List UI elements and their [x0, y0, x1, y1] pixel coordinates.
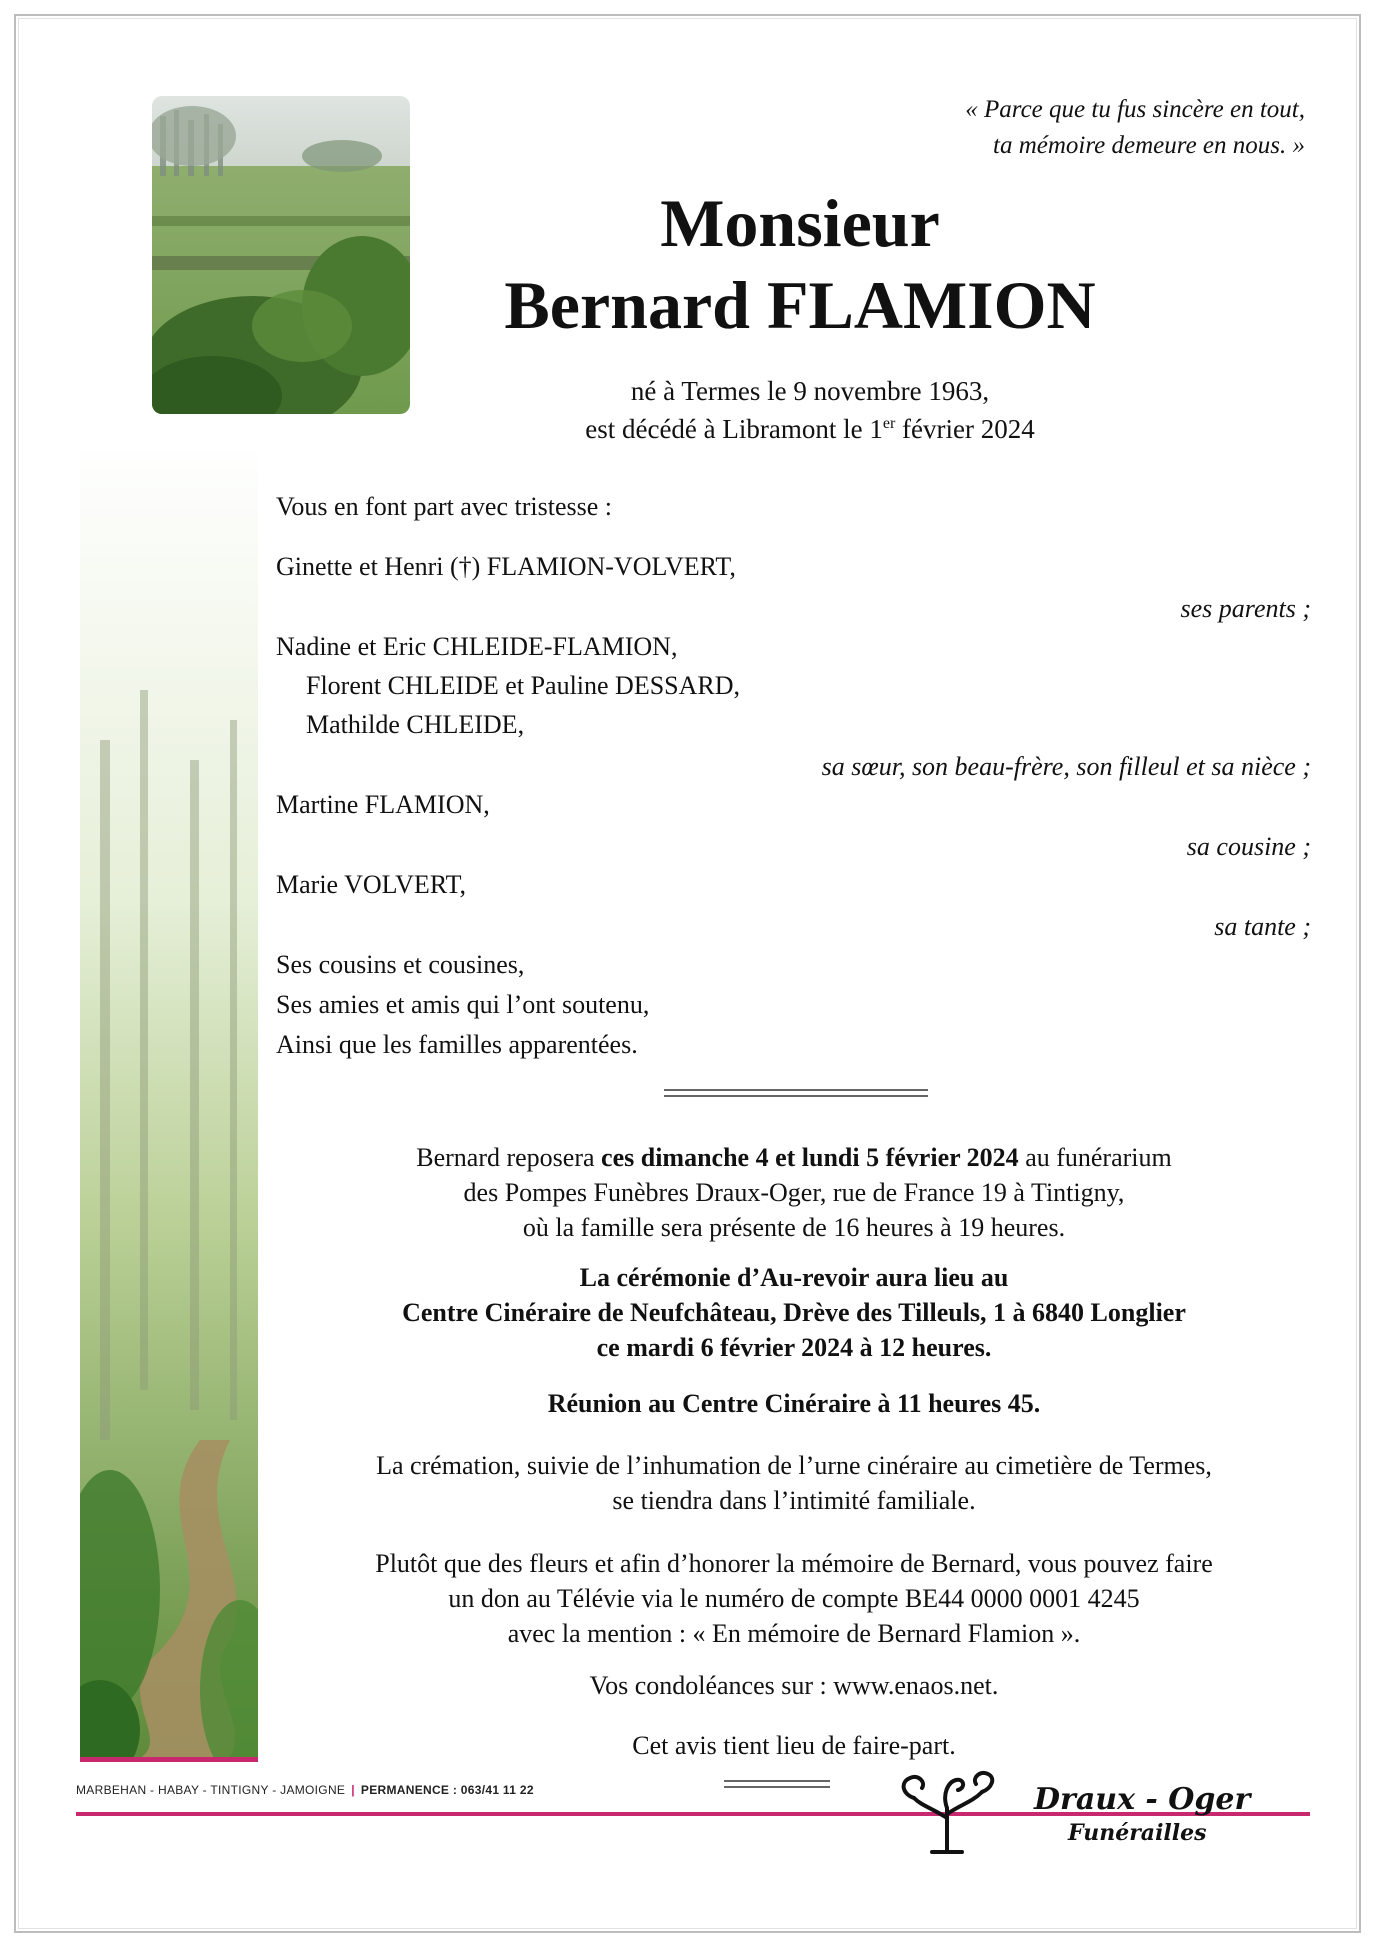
quote-line-1: « Parce que tu fus sincère en tout,	[965, 96, 1305, 123]
brand-name: Draux - Oger	[1034, 1782, 1251, 1817]
footer-locations	[76, 1783, 534, 1797]
donation-line-2: un don au Télévie via le numéro de compte BE44 0000 0001 4245	[448, 1584, 1140, 1613]
family-role: ses parents ;	[1180, 594, 1311, 623]
viewing-line-3: où la famille sera présente de 16 heures à 19 heures.	[522, 1213, 1066, 1242]
family-closing: Ses amies et amis qui l’ont soutenu,	[276, 990, 650, 1019]
condolences-info: Vos condoléances sur : www.enaos.net.	[589, 1671, 999, 1700]
family-member: Ginette et Henri (†) FLAMION-VOLVERT,	[276, 552, 736, 581]
family-role: sa cousine ;	[1186, 832, 1311, 861]
ceremony-info	[276, 1260, 1312, 1365]
title-name: Bernard FLAMION	[504, 267, 1096, 343]
permanence-text: PERMANENCE : 063/41 11 22	[360, 1783, 534, 1797]
death-line-post: février 2024	[895, 414, 1035, 444]
ceremony-line-1: La cérémonie d’Au-revoir aura lieu au	[579, 1263, 1009, 1292]
landscape-photo	[152, 96, 410, 414]
viewing-post: au funérarium	[1018, 1143, 1172, 1172]
family-closing: Ainsi que les familles apparentées.	[276, 1030, 638, 1059]
ceremony-line-2: Centre Cinéraire de Neufchâteau, Drève des Tilleuls, 1 à 6840 Longlier	[402, 1298, 1186, 1327]
footer-divider: |	[351, 1783, 355, 1797]
death-line-sup: er	[882, 415, 896, 432]
brand-subtitle: Funérailles	[1064, 1820, 1211, 1846]
section-separator	[664, 1089, 928, 1097]
forest-path-image	[80, 440, 258, 1758]
death-line	[560, 410, 1060, 448]
notice-text: Cet avis tient lieu de faire-part.	[632, 1731, 956, 1760]
donation-info	[276, 1546, 1312, 1651]
cremation-line-2: se tiendra dans l’intimité familiale.	[612, 1486, 976, 1515]
cremation-info	[276, 1448, 1312, 1518]
donation-line-1: Plutôt que des fleurs et afin d’honorer la mémoire de Bernard, vous pouvez faire	[375, 1549, 1213, 1578]
viewing-pre: Bernard reposera	[416, 1143, 602, 1172]
family-closing: Ses cousins et cousines,	[276, 950, 525, 979]
epitaph-quote	[745, 92, 1305, 164]
family-role: sa sœur, son beau-frère, son filleul et sa nièce ;	[821, 752, 1311, 781]
family-member: Marie VOLVERT,	[276, 870, 467, 899]
tree-logo-icon	[892, 1768, 1002, 1854]
birth-death-info	[560, 372, 1060, 448]
forest-accent-bar	[80, 1757, 258, 1762]
family-member: Nadine et Eric CHLEIDE-FLAMION,	[276, 632, 678, 661]
ceremony-line-3: ce mardi 6 février 2024 à 12 heures.	[596, 1333, 992, 1362]
meeting-info: Réunion au Centre Cinéraire à 11 heures 45.	[547, 1389, 1041, 1418]
birth-line: né à Termes le 9 novembre 1963,	[630, 376, 990, 406]
family-intro: Vous en font part avec tristesse :	[276, 492, 612, 521]
viewing-info	[276, 1140, 1312, 1245]
quote-line-2: ta mémoire demeure en nous. »	[993, 132, 1305, 159]
death-line-pre: est décédé à Libramont le 1	[585, 414, 883, 444]
family-role: sa tante ;	[1214, 912, 1311, 941]
donation-line-3: avec la mention : « En mémoire de Bernard Flamion ».	[507, 1619, 1081, 1648]
family-member: Florent CHLEIDE et Pauline DESSARD,	[306, 671, 741, 700]
locations-text: MARBEHAN - HABAY - TINTIGNY - JAMOIGNE	[76, 1783, 346, 1797]
title-honorific: Monsieur	[660, 185, 940, 261]
cremation-line-1: La crémation, suivie de l’inhumation de l’urne cinéraire au cimetière de Termes,	[376, 1451, 1212, 1480]
footer-separator	[724, 1780, 830, 1788]
viewing-line-1	[276, 1140, 1312, 1175]
family-member: Martine FLAMION,	[276, 790, 490, 819]
viewing-dates: ces dimanche 4 et lundi 5 février 2024	[601, 1143, 1019, 1172]
family-member: Mathilde CHLEIDE,	[306, 710, 525, 739]
viewing-line-2: des Pompes Funèbres Draux-Oger, rue de France 19 à Tintigny,	[463, 1178, 1125, 1207]
